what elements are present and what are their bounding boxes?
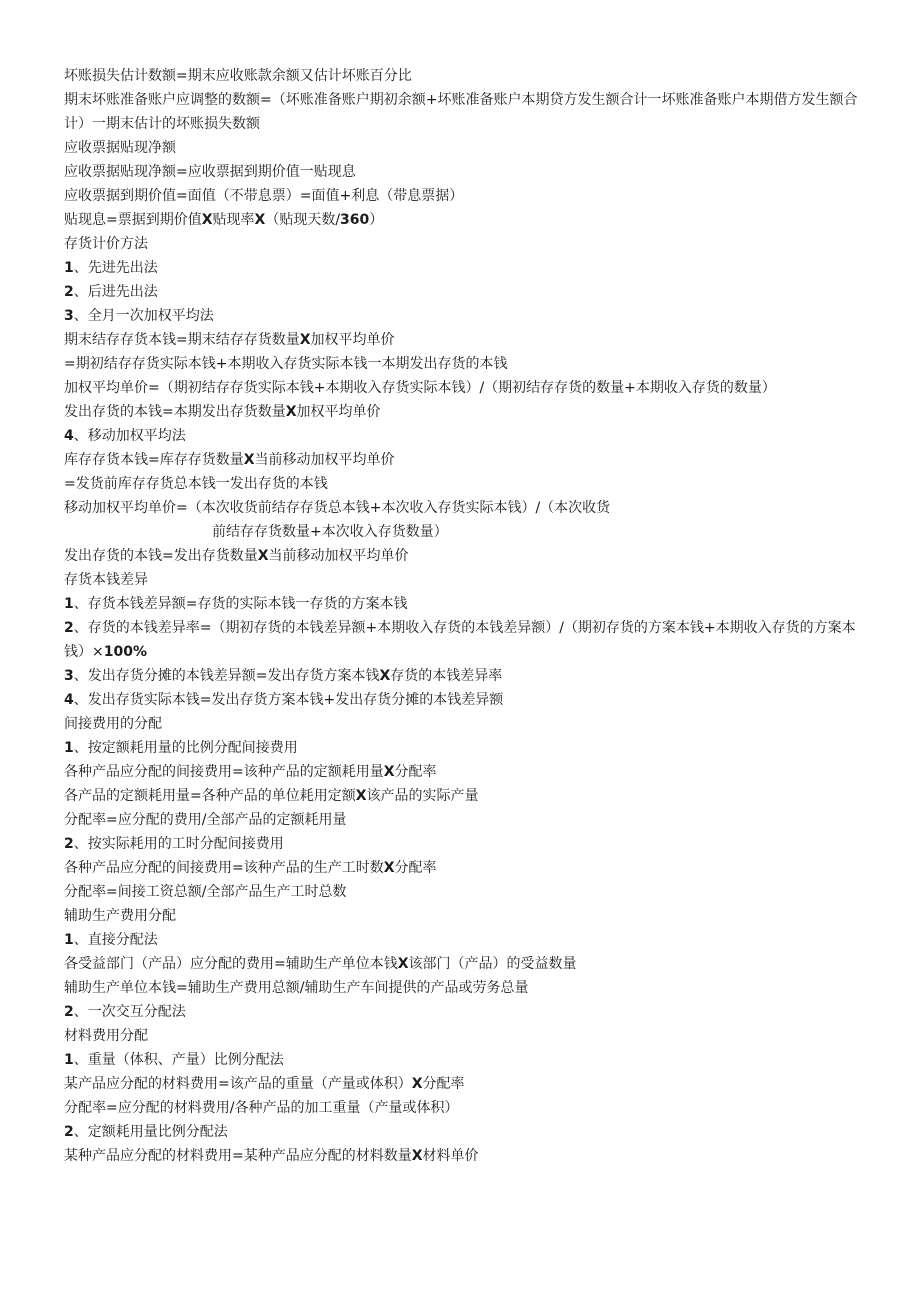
text-line: 移动加权平均单价=（本次收货前结存存货总本钱+本次收入存货实际本钱）/（本次收货: [64, 500, 611, 516]
text-line: 存货本钱差异: [64, 572, 148, 588]
text-line: 分配率=间接工资总额/全部产品生产工时总数: [64, 884, 347, 900]
text-line: 期末坏账准备账户应调整的数额=（坏账准备账户期初余额+坏账准备账户本期贷方发生额合计一坏账准备账户本期借方发生额合计）一期末估计的坏账损失数额: [64, 92, 858, 132]
text-line: 贴现息=票据到期价值X贴现率X（贴现天数/360）: [64, 212, 384, 228]
text-line: 存货计价方法: [64, 236, 148, 252]
text-line: 辅助生产费用分配: [64, 908, 176, 924]
text-line: 发出存货的本钱=本期发出存货数量X加权平均单价: [64, 404, 381, 420]
text-line: 某种产品应分配的材料费用=某种产品应分配的材料数量X材料单价: [64, 1148, 479, 1164]
text-line: 前结存存货数量+本次收入存货数量）: [212, 524, 448, 540]
text-line: 应收票据贴现净额=应收票据到期价值一贴现息: [64, 164, 356, 180]
text-line: 2、定额耗用量比例分配法: [64, 1124, 228, 1140]
text-line: 4、发出存货实际本钱=发出存货方案本钱+发出存货分摊的本钱差异额: [64, 692, 504, 708]
text-line: 各受益部门（产品）应分配的费用=辅助生产单位本钱X该部门（产品）的受益数量: [64, 956, 577, 972]
text-line: 各产品的定额耗用量=各种产品的单位耗用定额X该产品的实际产量: [64, 788, 479, 804]
text-line: 3、发出存货分摊的本钱差异额=发出存货方案本钱X存货的本钱差异率: [64, 668, 503, 684]
document-body: [64, 64, 864, 1168]
text-line: 间接费用的分配: [64, 716, 162, 732]
text-line: 各种产品应分配的间接费用=该种产品的定额耗用量X分配率: [64, 764, 437, 780]
text-line: 4、移动加权平均法: [64, 428, 186, 444]
text-line: 1、先进先出法: [64, 260, 158, 276]
text-line: 材料费用分配: [64, 1028, 148, 1044]
text-line: 应收票据贴现净额: [64, 140, 176, 156]
text-line: 2、后进先出法: [64, 284, 158, 300]
text-line: 1、存货本钱差异额=存货的实际本钱一存货的方案本钱: [64, 596, 408, 612]
text-line: =发货前库存存货总本钱一发出存货的本钱: [64, 476, 328, 492]
text-line: 各种产品应分配的间接费用=该种产品的生产工时数X分配率: [64, 860, 437, 876]
text-line: 加权平均单价=（期初结存存货实际本钱+本期收入存货实际本钱）/（期初结存存货的数量+本期收入存货的数量）: [64, 380, 776, 396]
text-line: 某产品应分配的材料费用=该产品的重量（产量或体积）X分配率: [64, 1076, 465, 1092]
text-line: 1、直接分配法: [64, 932, 158, 948]
text-line: 辅助生产单位本钱=辅助生产费用总额/辅助生产车间提供的产品或劳务总量: [64, 980, 529, 996]
text-line: 期末结存存货本钱=期末结存存货数量X加权平均单价: [64, 332, 395, 348]
text-line: 3、全月一次加权平均法: [64, 308, 214, 324]
text-line: 库存存货本钱=库存存货数量X当前移动加权平均单价: [64, 452, 395, 468]
text-line: 应收票据到期价值=面值（不带息票）=面值+利息（带息票据）: [64, 188, 464, 204]
text-line: 发出存货的本钱=发出存货数量X当前移动加权平均单价: [64, 548, 409, 564]
text-line: 分配率=应分配的费用/全部产品的定额耗用量: [64, 812, 347, 828]
text-line: 1、按定额耗用量的比例分配间接费用: [64, 740, 298, 756]
text-line: =期初结存存货实际本钱+本期收入存货实际本钱一本期发出存货的本钱: [64, 356, 508, 372]
text-line: 分配率=应分配的材料费用/各种产品的加工重量（产量或体积）: [64, 1100, 459, 1116]
text-line: 坏账损失估计数额=期末应收账款余额又估计坏账百分比: [64, 68, 412, 84]
text-line: 2、按实际耗用的工时分配间接费用: [64, 836, 284, 852]
text-line: 2、一次交互分配法: [64, 1004, 186, 1020]
text-line: 2、存货的本钱差异率=（期初存货的本钱差异额+本期收入存货的本钱差异额）/（期初存货的方案本钱+本期收入存货的方案本钱）×100%: [64, 620, 856, 660]
text-line: 1、重量（体积、产量）比例分配法: [64, 1052, 284, 1068]
